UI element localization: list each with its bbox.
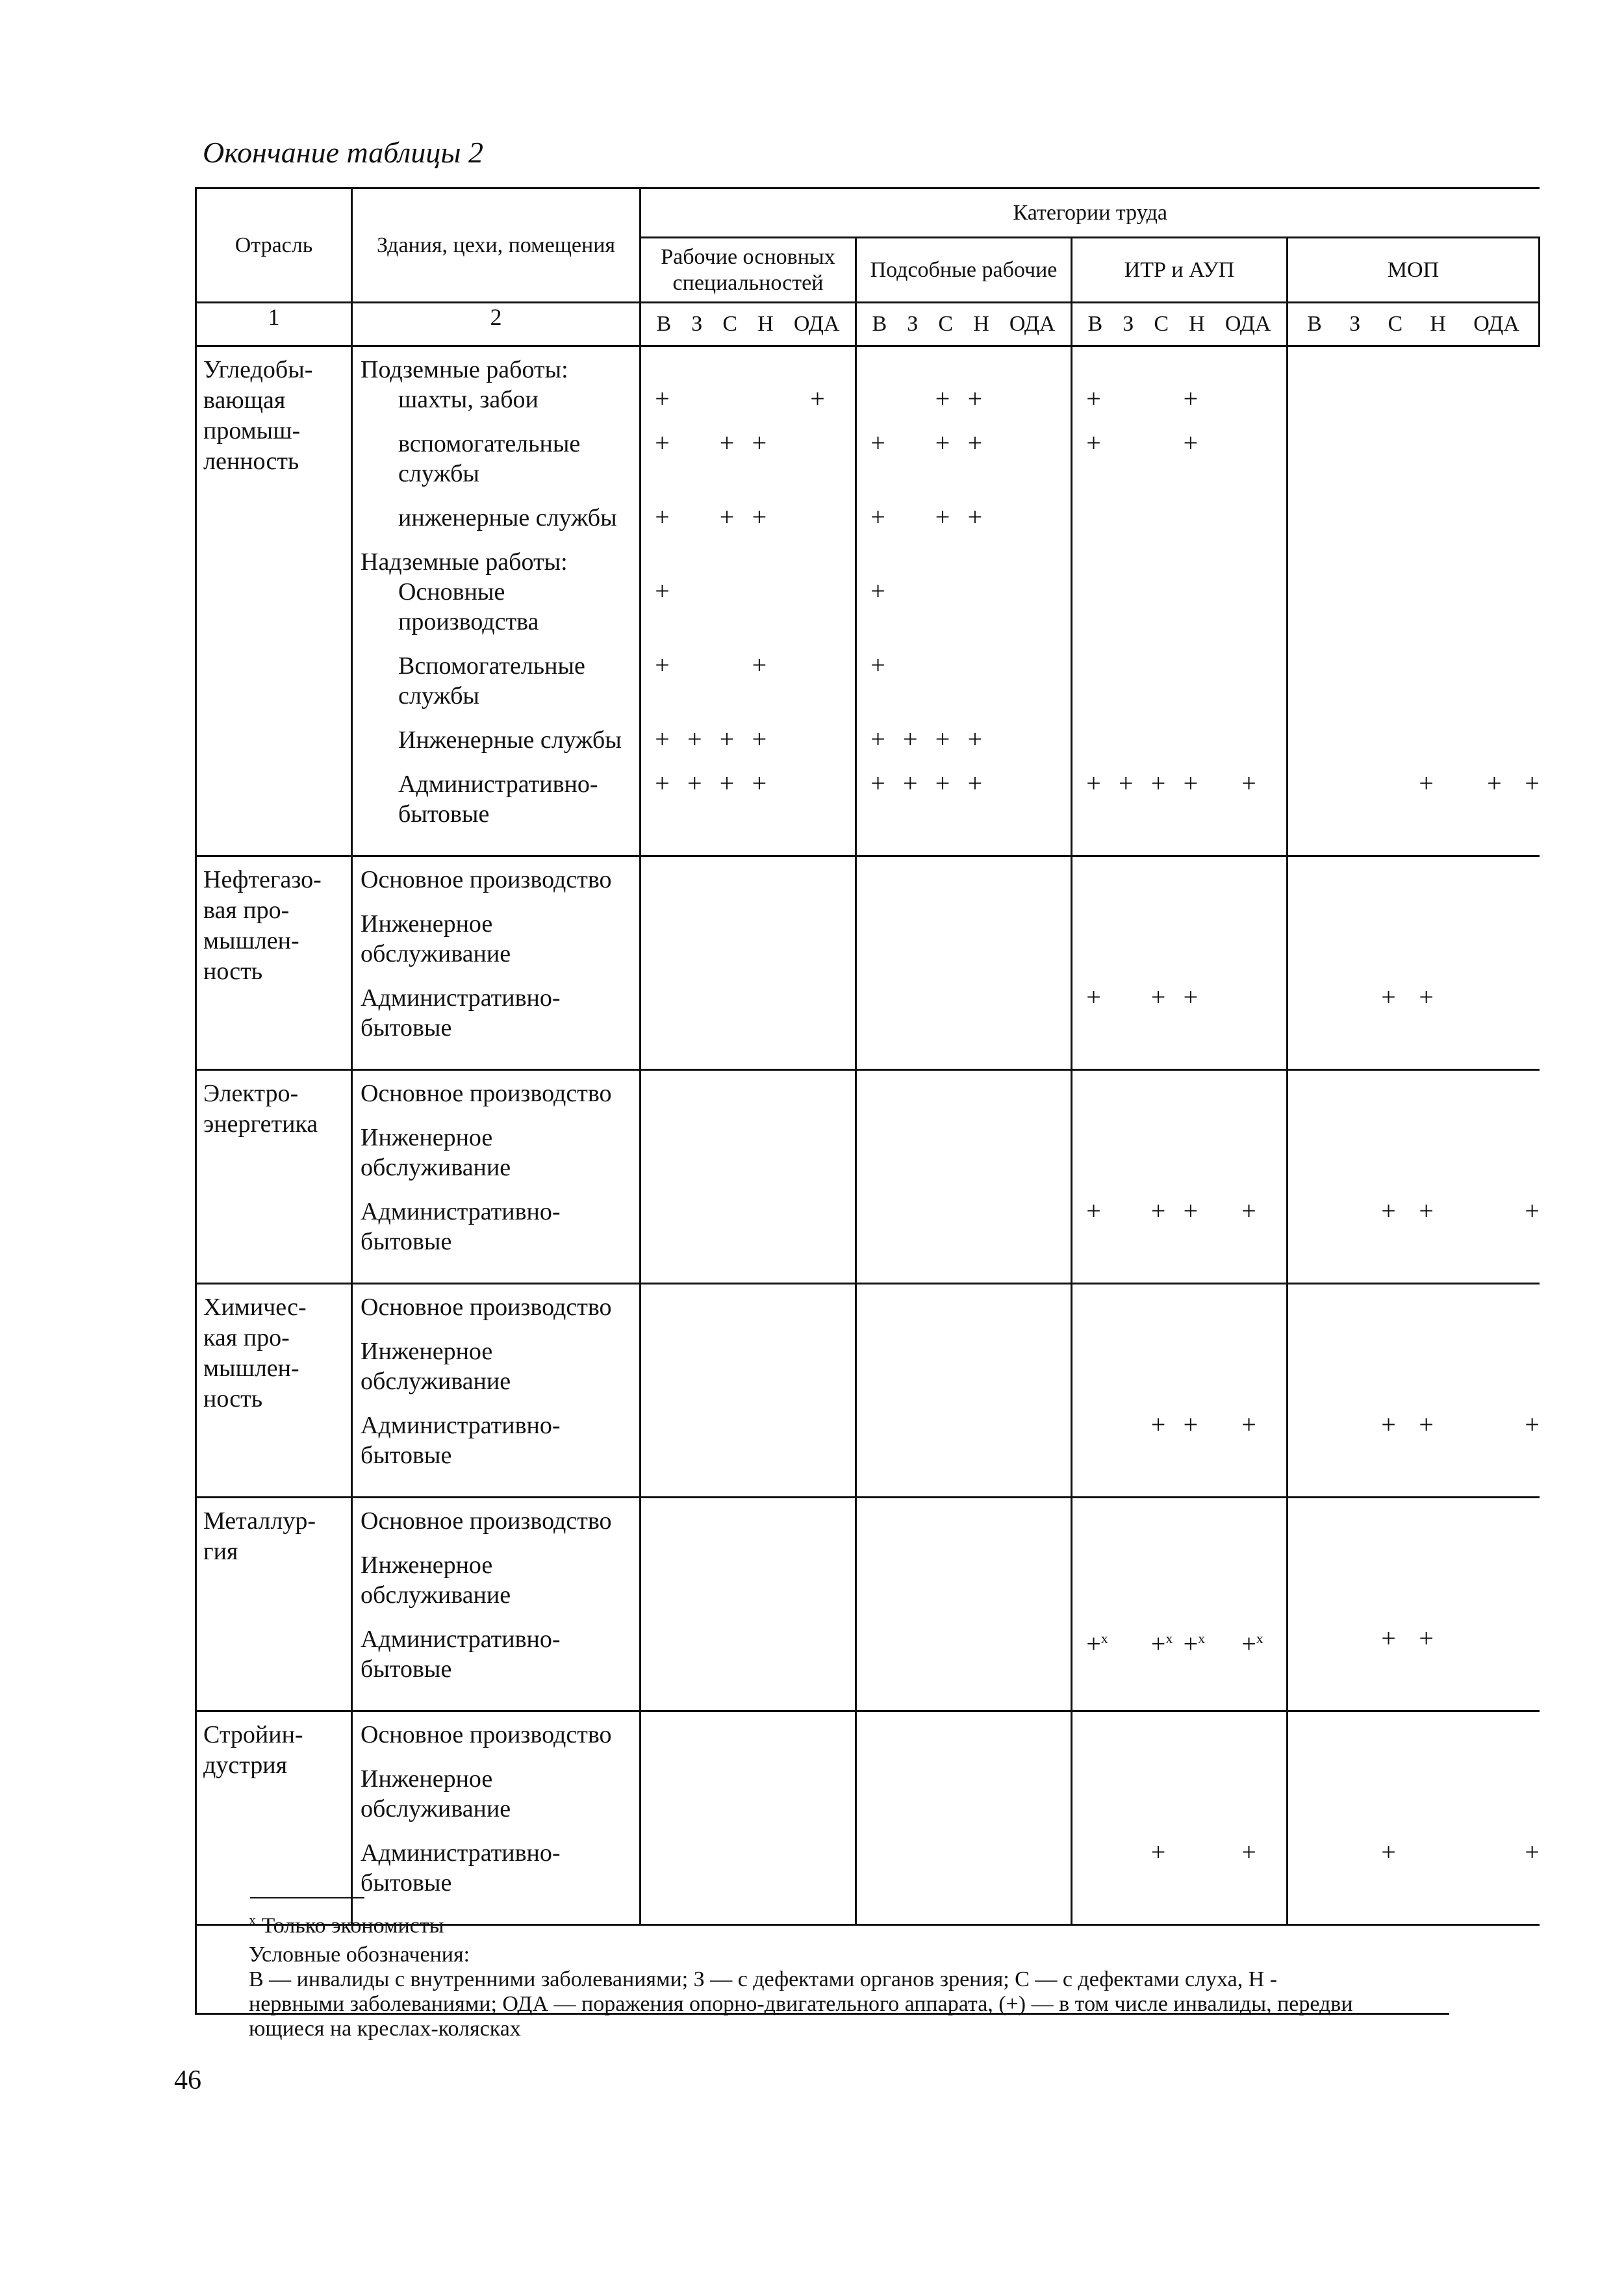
branch-name-line: дустрия (203, 1752, 288, 1779)
building-label: Основное производство (361, 1294, 612, 1321)
letter-header: ОДА (793, 312, 840, 336)
marks-cell-group-4 (1288, 1070, 1540, 1284)
plus-mark: + (1419, 768, 1434, 798)
plus-mark: + (1150, 1837, 1166, 1867)
table-body (196, 346, 1540, 1925)
branch-name-line: Металлур- (203, 1507, 316, 1535)
header-group-mop: МОП (1288, 238, 1540, 303)
marks-cell-group-4 (1288, 1498, 1540, 1711)
plus-mark: + (752, 768, 767, 798)
plus-mark: + (1525, 768, 1540, 798)
plus-mark: + (903, 768, 918, 798)
plus-mark: + (752, 650, 767, 680)
table-row (196, 346, 1540, 856)
letter-header: С (938, 312, 954, 336)
building-label: Вспомогательные службы (398, 652, 585, 709)
plus-mark: + (1150, 982, 1166, 1012)
branch-cell (196, 856, 352, 1070)
building-label: Инженерные службы (398, 726, 622, 754)
branch-name-line: промыш- (203, 417, 301, 444)
letter-header: Н (1430, 312, 1446, 336)
plus-mark: + (719, 428, 735, 457)
letter-header: З (1349, 312, 1361, 336)
plus-mark: + (655, 576, 670, 606)
buildings-cell (352, 1284, 641, 1498)
plus-mark: + (1150, 768, 1166, 798)
branch-name-line: вая про- (203, 897, 290, 924)
plus-mark: + (967, 428, 983, 457)
marks-cell-group-3 (1072, 1070, 1288, 1284)
building-label: Инженерное обслуживание (361, 1124, 511, 1181)
plus-mark: + (655, 650, 670, 680)
footnote-mark: x (1256, 1629, 1263, 1646)
building-label: Инженерное обслуживание (361, 910, 511, 967)
branch-name-line: ность (203, 958, 263, 985)
marks-cell-group-2 (856, 1284, 1072, 1498)
plus-mark: + (935, 768, 950, 798)
building-label: Основное производство (361, 866, 612, 893)
letter-header: ОДА (1009, 312, 1056, 336)
plus-mark: + (967, 383, 983, 413)
plus-mark: + (1241, 1195, 1256, 1225)
plus-mark: + (903, 724, 918, 754)
building-label: Основное производство (361, 1507, 612, 1535)
building-label: инженерные службы (398, 504, 617, 531)
plus-mark: + (752, 724, 767, 754)
footnote-mark: x (1165, 1629, 1173, 1646)
plus-mark: + (967, 724, 983, 754)
branch-name-line: мышлен- (203, 927, 299, 954)
marks-cell-group-1 (641, 1070, 856, 1284)
letter-header: С (1154, 312, 1169, 336)
plus-mark: + (1183, 428, 1199, 457)
building-label: Основное производство (361, 1080, 612, 1107)
footnote-text: Только экономисты (261, 1913, 444, 1938)
col-number-2: 2 (352, 303, 641, 346)
letter-header: ОДА (1473, 312, 1519, 336)
marks-cell-group-1 (641, 1498, 856, 1711)
plus-mark: + (1381, 1623, 1396, 1653)
plus-mark: + (935, 724, 950, 754)
plus-mark: + (1086, 982, 1101, 1012)
table-row (196, 1498, 1540, 1711)
plus-mark: + (1150, 1409, 1166, 1439)
building-label: Инженерное обслуживание (361, 1552, 511, 1609)
legend-line: нервными заболеваниями; ОДА — поражения опорно-двигательного аппарата, (+) — в том числе инвалиды, передви (249, 1992, 1353, 2016)
plus-mark: + (752, 502, 767, 531)
branch-name-line: Нефтегазо- (203, 866, 322, 893)
col-number-1: 1 (196, 303, 352, 346)
plus-mark: + (935, 383, 950, 413)
buildings-cell (352, 1498, 641, 1711)
plus-mark: + (870, 650, 885, 680)
work-group-heading: Подземные работы: (361, 356, 568, 383)
building-label: Административно-бытовые (361, 984, 561, 1041)
legend-title: Условные обозначения: (249, 1943, 470, 1967)
branch-name-line: Электро- (203, 1080, 299, 1107)
plus-mark: + (719, 768, 735, 798)
branch-name-line: энергетика (203, 1110, 318, 1138)
letter-header: С (722, 312, 738, 336)
header-group-main-workers: Рабочие основных специальностей (641, 238, 856, 303)
building-label: вспомогательные службы (398, 430, 581, 487)
plus-mark: + (1525, 1409, 1540, 1439)
table-row (196, 1070, 1540, 1284)
footnote (249, 1911, 444, 1938)
plus-mark: +$^x$ (1183, 1628, 1206, 1658)
marks-cell-group-3 (1072, 856, 1288, 1070)
branch-cell (196, 1498, 352, 1711)
marks-cell-group-4 (1288, 1284, 1540, 1498)
table-row (196, 1284, 1540, 1498)
marks-cell-group-4 (1288, 346, 1540, 856)
building-label: Административно-бытовые (361, 1412, 561, 1469)
plus-mark: + (719, 724, 735, 754)
header-group-itr: ИТР и АУП (1072, 238, 1288, 303)
plus-mark: + (655, 768, 670, 798)
marks-cell-group-2 (856, 856, 1072, 1070)
page-number: 46 (174, 2065, 201, 2095)
plus-mark: + (870, 768, 885, 798)
letters-group-4 (1288, 303, 1540, 346)
letter-header: В (1307, 312, 1322, 336)
branch-name-line: гия (203, 1538, 238, 1565)
plus-mark: + (1419, 982, 1434, 1012)
marks-cell-group-2 (856, 1070, 1072, 1284)
building-label: Основные производства (398, 578, 539, 635)
plus-mark: + (1381, 982, 1396, 1012)
plus-mark: + (1419, 1195, 1434, 1225)
letters-group-2 (856, 303, 1072, 346)
plus-mark: + (870, 502, 885, 531)
building-label: Административно-бытовые (361, 1626, 561, 1683)
plus-mark: +$^x$ (1241, 1628, 1263, 1658)
branch-name-line: ленность (203, 448, 299, 475)
table-row (196, 856, 1540, 1070)
building-label: Административно-бытовые (398, 771, 598, 828)
letter-header: В (1087, 312, 1103, 336)
plus-mark: + (655, 428, 670, 457)
legend-line: ющиеся на креслах-колясках (249, 2017, 521, 2041)
branch-name-line: вающая (203, 387, 286, 414)
plus-mark: + (655, 724, 670, 754)
table-caption: Окончание таблицы 2 (203, 136, 483, 169)
marks-cell-group-2 (856, 1498, 1072, 1711)
marks-cell-group-1 (641, 856, 856, 1070)
plus-mark: + (1525, 1195, 1540, 1225)
plus-mark: + (1119, 768, 1134, 798)
plus-mark: + (1419, 1623, 1434, 1653)
marks-cell-group-3 (1072, 346, 1288, 856)
branch-cell (196, 1070, 352, 1284)
building-label: Административно-бытовые (361, 1839, 561, 1897)
branch-name-line: мышлен- (203, 1355, 299, 1382)
plus-mark: + (687, 724, 702, 754)
plus-mark: + (870, 428, 885, 457)
letter-header: Н (757, 312, 774, 336)
plus-mark: + (870, 724, 885, 754)
marks-cell-group-1 (641, 346, 856, 856)
plus-mark: + (655, 502, 670, 531)
footnote-mark: x (1198, 1629, 1206, 1646)
footnote-mark: x (249, 1911, 256, 1928)
letter-header: З (691, 312, 703, 336)
legend (249, 1967, 1457, 2041)
marks-cell-group-1 (641, 1284, 856, 1498)
buildings-cell (352, 1070, 641, 1284)
branch-name-line: Угледобы- (203, 356, 313, 383)
marks-cell-group-2 (856, 346, 1072, 856)
plus-mark: + (1381, 1409, 1396, 1439)
plus-mark: + (655, 383, 670, 413)
plus-mark: + (719, 502, 735, 531)
letter-header: С (1388, 312, 1403, 336)
plus-mark: + (1183, 768, 1199, 798)
letter-header: З (1123, 312, 1134, 336)
plus-mark: + (1381, 1837, 1396, 1867)
plus-mark: + (1241, 1409, 1256, 1439)
marks-cell-group-4 (1288, 856, 1540, 1070)
plus-mark: + (1183, 383, 1199, 413)
branch-name-line: Стройин- (203, 1721, 303, 1748)
letter-header: В (872, 312, 887, 336)
plus-mark: + (752, 428, 767, 457)
plus-mark: + (1241, 768, 1256, 798)
plus-mark: + (810, 383, 825, 413)
branch-name-line: Химичес- (203, 1294, 307, 1321)
plus-mark: + (1086, 428, 1101, 457)
plus-mark: + (935, 502, 950, 531)
building-label: Инженерное обслуживание (361, 1338, 511, 1395)
plus-mark: + (1086, 383, 1101, 413)
plus-mark: + (1150, 1195, 1166, 1225)
plus-mark: + (1525, 1837, 1540, 1867)
building-label: Инженерное обслуживание (361, 1765, 511, 1822)
building-label: Административно-бытовые (361, 1198, 561, 1255)
plus-mark: + (1086, 768, 1101, 798)
plus-mark: + (1183, 1195, 1199, 1225)
plus-mark: + (967, 502, 983, 531)
branch-name-line: ность (203, 1385, 263, 1412)
plus-mark: + (1183, 1409, 1199, 1439)
buildings-cell (352, 346, 641, 856)
plus-mark: + (1241, 1837, 1256, 1867)
header-branch: Отрасль (196, 188, 352, 303)
branch-cell (196, 346, 352, 856)
plus-mark: + (687, 768, 702, 798)
letters-group-1 (641, 303, 856, 346)
header-buildings: Здания, цехи, помещения (352, 188, 641, 303)
plus-mark: +$^x$ (1086, 1628, 1108, 1658)
branch-name-line: кая про- (203, 1324, 290, 1351)
letter-header: Н (1189, 312, 1205, 336)
legend-line: В — инвалиды с внутренними заболеваниями; З — с дефектами органов зрения; С — с дефектами слуха, Н - (249, 1967, 1278, 1991)
header-group-aux-workers: Подсобные рабочие (856, 238, 1072, 303)
plus-mark: + (935, 428, 950, 457)
branch-cell (196, 1284, 352, 1498)
plus-mark: +$^x$ (1150, 1628, 1173, 1658)
header-categories: Категории труда (641, 188, 1540, 238)
letters-group-3 (1072, 303, 1288, 346)
building-label: Основное производство (361, 1721, 612, 1748)
marks-cell-group-3 (1072, 1284, 1288, 1498)
plus-mark: + (1381, 1195, 1396, 1225)
building-label: шахты, забои (398, 386, 539, 413)
plus-mark: + (1419, 1409, 1434, 1439)
main-table (195, 187, 1540, 1926)
letter-header: З (907, 312, 919, 336)
plus-mark: + (1487, 768, 1502, 798)
footnotes (195, 1892, 1449, 2041)
letter-header: Н (973, 312, 989, 336)
footnote-rule (250, 1897, 364, 1898)
buildings-cell (352, 856, 641, 1070)
table-container (195, 187, 1540, 1941)
marks-cell-group-3 (1072, 1498, 1288, 1711)
letter-header: В (656, 312, 672, 336)
footnote-mark: x (1100, 1629, 1108, 1646)
work-group-heading: Надземные работы: (361, 548, 568, 576)
plus-mark: + (1086, 1195, 1101, 1225)
plus-mark: + (870, 576, 885, 606)
letter-header: ОДА (1224, 312, 1271, 336)
plus-mark: + (967, 768, 983, 798)
plus-mark: + (1183, 982, 1199, 1012)
